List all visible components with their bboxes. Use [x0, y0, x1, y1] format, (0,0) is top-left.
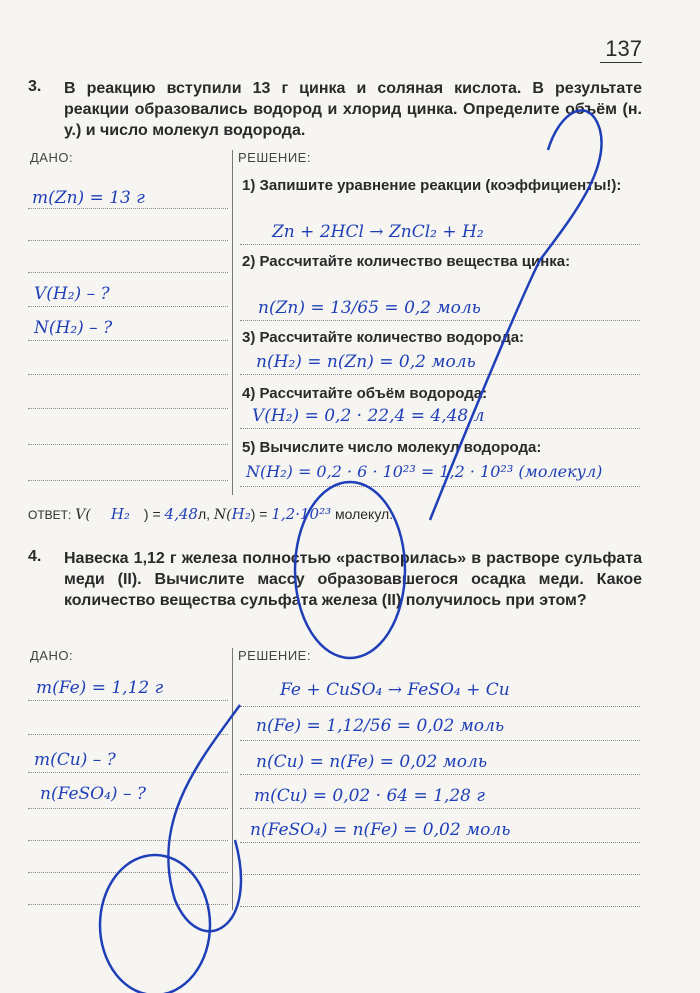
task-3-step-3: 3) Рассчитайте количество водорода: [242, 329, 525, 346]
answer-suffix: молекул. [335, 506, 394, 522]
page-number: 137 [605, 36, 642, 61]
handwriting-copper-mass: m(Cu) = 0,02 · 64 = 1,28 г [254, 786, 485, 806]
task-3-number: 3. [28, 78, 42, 95]
answer-h2-second: H₂ [231, 505, 251, 523]
answer-n-open: N( [213, 507, 232, 523]
handwriting-iron-equation: Fe + CuSO₄ → FeSO₄ + Cu [280, 680, 510, 700]
task-3-given-label: ДАНО: [30, 150, 74, 165]
task-3-step-1: 1) Запишите уравнение реакции (коэффициенты!): [242, 177, 622, 194]
handwriting-zinc-moles: n(Zn) = 13/65 = 0,2 моль [258, 298, 481, 318]
handwriting-equation: Zn + 2HCl → ZnCl₂ + H₂ [272, 222, 484, 242]
scribble-loop [295, 482, 405, 658]
scribble-loop [100, 855, 210, 993]
task-3-step-2: 2) Рассчитайте количество вещества цинка: [242, 253, 571, 270]
handwriting-given-sulfate-moles: n(FeSO₄) – ? [40, 784, 146, 804]
handwriting-sulfate-moles: n(FeSO₄) = n(Fe) = 0,02 моль [250, 820, 511, 840]
answer-h2-first: H₂ [110, 505, 130, 523]
answer-eq-1: ) = [143, 506, 161, 522]
answer-unit-l: л, [197, 506, 211, 522]
handwriting-given-mass: m(Zn) = 13 г [32, 188, 145, 208]
answer-prefix: ОТВЕТ: [28, 508, 72, 522]
task-4-solution-label: РЕШЕНИЕ: [238, 648, 311, 663]
answer-volume-value: 4,48 [164, 505, 198, 523]
task-3-text: В реакцию вступили 13 г цинка и соляная кислота. В результате реакции образовались водород и хлорид цинка. Определите объём (н. у.) и число молекул водорода. [64, 80, 642, 139]
handwriting-hydrogen-volume: V(H₂) = 0,2 · 22,4 = 4,48 л [252, 406, 485, 426]
task-3-solution-label: РЕШЕНИЕ: [238, 150, 311, 165]
handwriting-given-number: N(H₂) – ? [34, 318, 113, 338]
handwriting-given-copper-mass: m(Cu) – ? [34, 750, 116, 770]
handwriting-copper-moles: n(Cu) = n(Fe) = 0,02 моль [256, 752, 488, 772]
handwriting-given-volume: V(H₂) – ? [34, 284, 110, 304]
task-3-step-4: 4) Рассчитайте объём водорода: [242, 385, 488, 402]
answer-number-value: 1,2·10²³ [271, 505, 332, 523]
handwriting-iron-moles: n(Fe) = 1,12/56 = 0,02 моль [256, 716, 505, 736]
answer-v-open: V( [75, 507, 91, 523]
answer-eq-2: ) = [250, 506, 268, 522]
handwriting-given-iron-mass: m(Fe) = 1,12 г [36, 678, 164, 698]
handwriting-molecule-count: N(H₂) = 0,2 · 6 · 10²³ = 1,2 · 10²³ (молекул) [246, 462, 603, 481]
task-4-text: Навеска 1,12 г железа полностью «растворилась» в растворе сульфата меди (II). Вычислите массу образовавшегося осадка меди. Какое количество вещества сульфата железа (II) получилось при этом? [64, 550, 642, 609]
scribble-stroke [430, 260, 540, 520]
scribble-stroke [540, 110, 602, 260]
task-4-given-label: ДАНО: [30, 648, 74, 663]
task-4-number: 4. [28, 548, 42, 565]
task-3-step-5: 5) Вычислите число молекул водорода: [242, 439, 542, 456]
handwriting-hydrogen-moles: n(H₂) = n(Zn) = 0,2 моль [256, 352, 476, 372]
